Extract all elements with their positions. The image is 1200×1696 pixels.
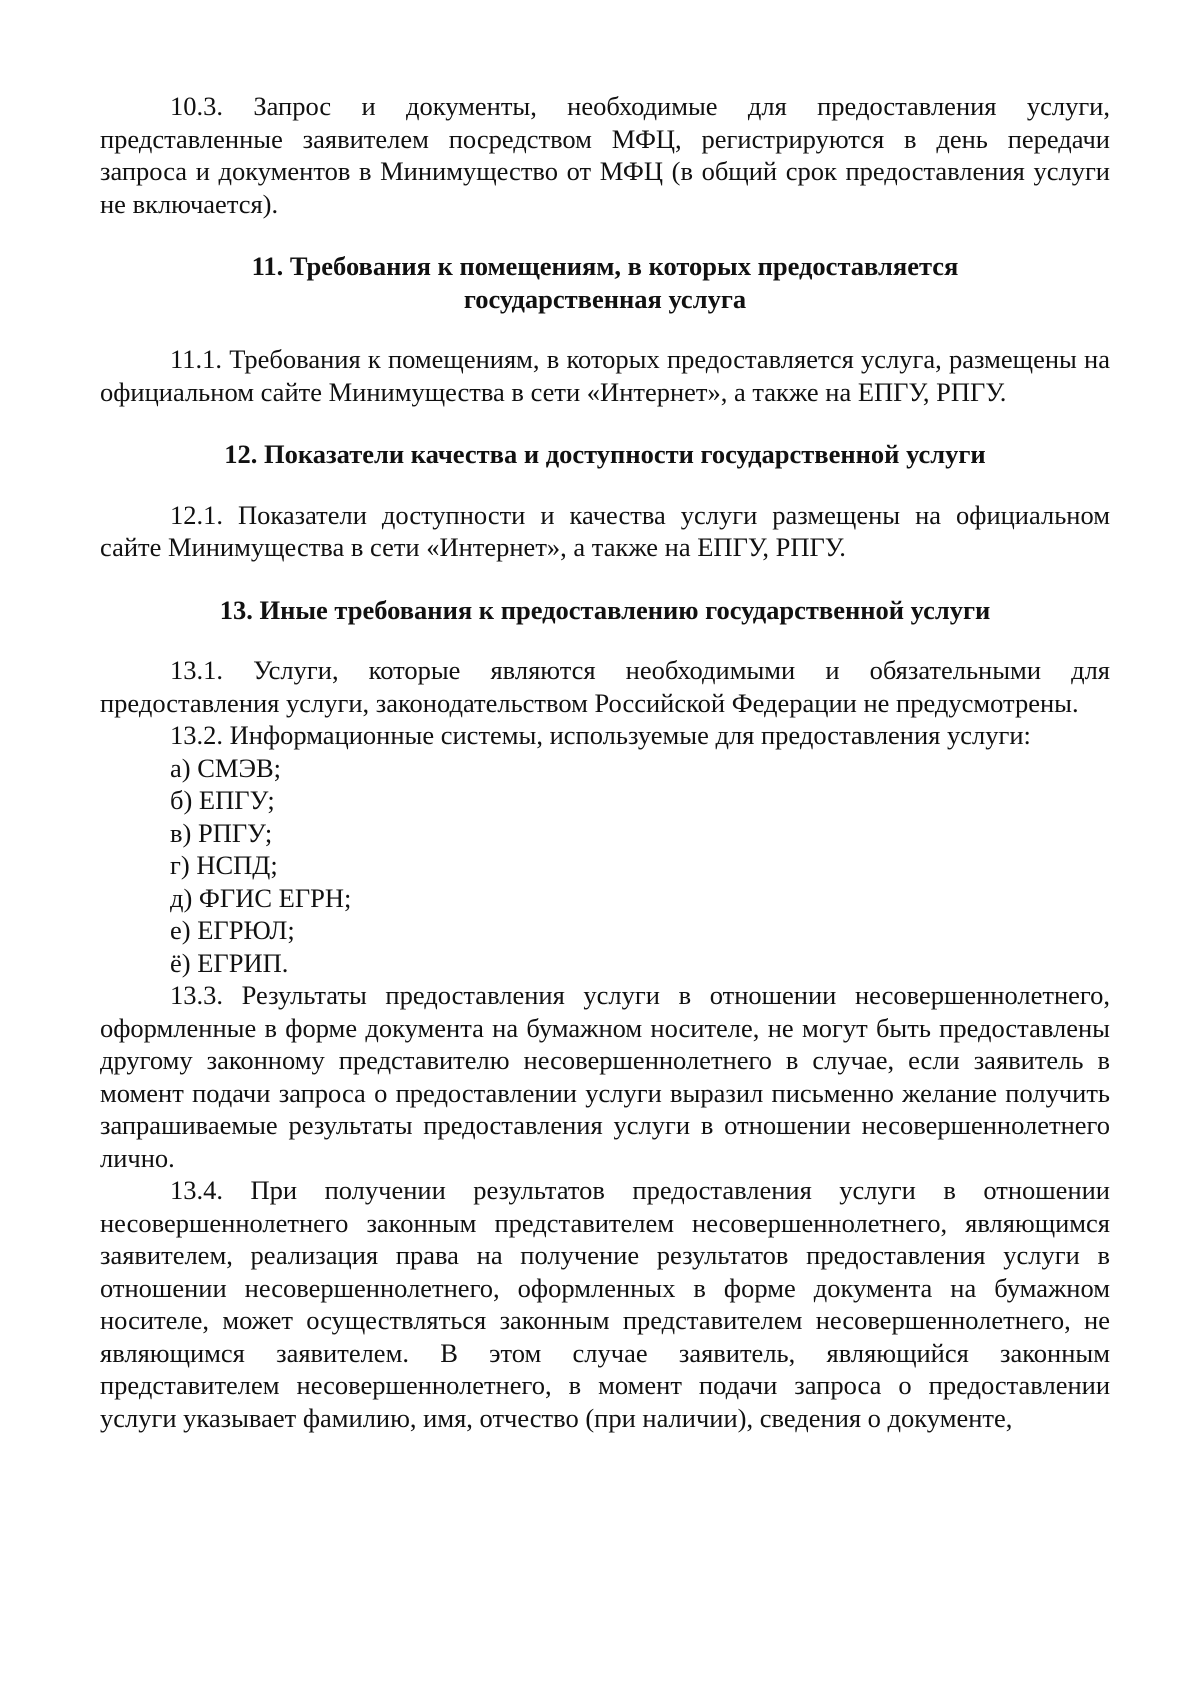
paragraph-11-1: 11.1. Требования к помещениям, в которых предоставляется услуга, размещены на официальном сайте Минимущества в сети «Интернет», а также на ЕПГУ, РПГУ. (100, 344, 1110, 407)
spacer (100, 564, 1110, 594)
spacer (100, 315, 1110, 343)
list-item: г) НСПД; (170, 850, 278, 880)
heading-11-line-1: 11. Требования к помещениям, в которых предоставляется (251, 251, 959, 281)
paragraph-13-4: 13.4. При получении результатов предоставления услуги в отношении несовершеннолетнего законным представителем несовершеннолетнего, являющимся заявителем, реализация права на получение результатов предоставления услуги в отношении несовершеннолетнего, оформленных в форме документа на бумажном носителе, может осуществляться законным представителем несовершеннолетнего, не являющимся заявителем. В этом случае заявитель, являющийся законным представителем несовершеннолетнего, в момент подачи запроса о предоставлении услуги указывает фамилию, имя, отчество (при наличии), сведения о документе, (100, 1175, 1110, 1433)
paragraph-12-1: 12.1. Показатели доступности и качества услуги размещены на официальном сайте Минимущества в сети «Интернет», а также на ЕПГУ, РПГУ. (100, 499, 1110, 562)
list-item: а) СМЭВ; (170, 752, 281, 783)
list-item: ё) ЕГРИП. (170, 947, 289, 978)
spacer (100, 220, 1110, 250)
paragraph-13-1: 13.1. Услуги, которые являются необходимыми и обязательными для предоставления услуги, законодательством Российской Федерации не предусмотрены. (100, 655, 1110, 718)
information-systems-list (100, 752, 1110, 980)
paragraph-13-3: 13.3. Результаты предоставления услуги в отношении несовершеннолетнего, оформленные в форме документа на бумажном носителе, не могут быть предоставлены другому законному представителю несовершеннолетнего в случае, если заявитель в момент подачи запроса о предоставлении услуги выразил письменно желание получить запрашиваемые результаты предоставления услуги в отношении несовершеннолетнего лично. (100, 980, 1110, 1173)
list-item: б) ЕПГУ; (170, 785, 275, 815)
heading-section-11 (100, 250, 1110, 315)
list-item: е) ЕГРЮЛ; (170, 915, 295, 945)
heading-section-13: 13. Иные требования к предоставлению государственной услуги (219, 594, 991, 625)
paragraph-10-3: 10.3. Запрос и документы, необходимые для предоставления услуги, представленные заявителем посредством МФЦ, регистрируются в день передачи запроса и документов в Минимущество от МФЦ (в общий срок предоставления услуги не включается). (100, 91, 1110, 219)
heading-11-line-2: государственная услуга (463, 283, 747, 314)
list-item: д) ФГИС ЕГРН; (170, 882, 352, 913)
list-item: в) РПГУ; (170, 817, 273, 848)
spacer (100, 471, 1110, 499)
paragraph-13-2: 13.2. Информационные системы, используемые для предоставления услуги: (170, 720, 1031, 750)
spacer (100, 408, 1110, 438)
spacer (100, 626, 1110, 654)
document-page (100, 90, 1110, 1434)
heading-section-12: 12. Показатели качества и доступности государственной услуги (224, 439, 986, 469)
